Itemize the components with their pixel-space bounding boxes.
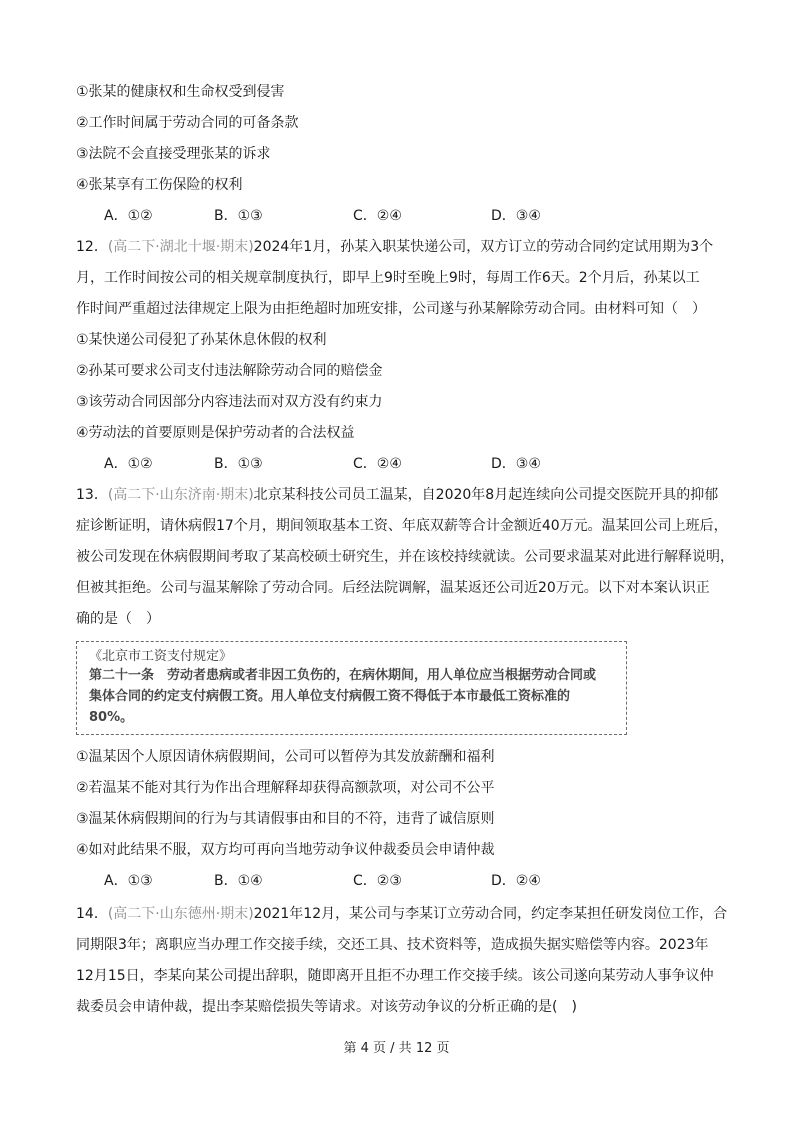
quote-box-line-3: 80%。 bbox=[89, 710, 134, 725]
q13-option-b: B．①④ bbox=[214, 873, 263, 889]
q11-statement-1: ①张某的健康权和生命权受到侵害 bbox=[76, 84, 285, 100]
q13-stem-line-4: 但被其拒绝。公司与温某解除了劳动合同。后经法院调解，温某返还公司近20万元。以下对本案认识正 bbox=[76, 580, 710, 596]
page-footer: 第 4 页 / 共 12 页 bbox=[343, 1041, 450, 1056]
q13-option-c: C．②③ bbox=[353, 873, 402, 889]
q12-stem-line-2: 月，工作时间按公司的相关规章制度执行，即早上9时至晚上9时，每周工作6天。2个月后，孙某以工 bbox=[76, 270, 700, 286]
q12-statement-2: ②孙某可要求公司支付违法解除劳动合同的赔偿金 bbox=[76, 363, 383, 379]
q14-stem-line-3: 12月15日，李某向某公司提出辞职，随即离开且拒不办理工作交接手续。该公司遂向某劳动人事争议仲 bbox=[76, 968, 714, 984]
q14-number: 14． bbox=[76, 906, 108, 922]
q12-source: (高二下·湖北十堰·期末) bbox=[107, 239, 254, 255]
q12-number: 12． bbox=[76, 239, 108, 255]
q12-stem-line-3: 作时间严重超过法律规定上限为由拒绝超时加班安排，公司遂与孙某解除劳动合同。由材料可知（ ） bbox=[76, 301, 706, 317]
q14-stem-line-2: 同期限3年；离职应当办理工作交接手续，交还工具、技术资料等，造成损失据实赔偿等内容。2023年 bbox=[76, 937, 709, 953]
q13-stem-line-5: 确的是（ ） bbox=[76, 611, 160, 627]
q13-stem-line-2: 症诊断证明，请休病假17个月，期间领取基本工资、年底双薪等合计金额近40万元。温某回公司上班后， bbox=[76, 518, 728, 534]
q13-number: 13． bbox=[76, 487, 108, 503]
q13-statement-2: ②若温某不能对其行为作出合理解释却获得高额款项，对公司不公平 bbox=[76, 780, 495, 796]
quote-box-title: 《北京市工资支付规定》 bbox=[89, 649, 233, 664]
q13-option-d: D．②④ bbox=[491, 873, 541, 889]
q12-option-a: A．①② bbox=[104, 456, 153, 472]
q12-statement-1: ①某快递公司侵犯了孙某休息休假的权利 bbox=[76, 332, 327, 348]
q11-statement-4: ④张某享有工伤保险的权利 bbox=[76, 177, 243, 193]
quote-box-line-2: 集体合同的约定支付病假工资。用人单位支付病假工资不得低于本市最低工资标准的 bbox=[89, 689, 571, 704]
q11-option-b: B．①③ bbox=[214, 208, 263, 224]
q14-text-1: 2021年12月，某公司与李某订立劳动合同，约定李某担任研发岗位工作，合 bbox=[253, 906, 728, 922]
q13-stem-line-1 bbox=[76, 485, 718, 505]
q13-option-a: A．①③ bbox=[104, 873, 153, 889]
q12-statement-4: ④劳动法的首要原则是保护劳动者的合法权益 bbox=[76, 425, 355, 441]
q12-statement-3: ③该劳动合同因部分内容违法而对双方没有约束力 bbox=[76, 394, 383, 410]
q11-option-a: A．①② bbox=[104, 208, 153, 224]
q13-stem-line-3: 被公司发现在休病假期间考取了某高校硕士研究生，并在该校持续就读。公司要求温某对此进行解释说明， bbox=[76, 549, 734, 565]
q14-source: (高二下·山东德州·期末) bbox=[107, 906, 254, 922]
quote-box bbox=[76, 641, 627, 735]
quote-box-line-1: 第二十一条 劳动者患病或者非因工负伤的，在病休期间，用人单位应当根据劳动合同或 bbox=[89, 668, 597, 683]
q12-option-c: C．②④ bbox=[353, 456, 402, 472]
q12-option-b: B．①③ bbox=[214, 456, 263, 472]
q12-option-d: D．③④ bbox=[491, 456, 541, 472]
q11-option-d: D．③④ bbox=[491, 208, 541, 224]
q13-text-1: 北京某科技公司员工温某，自2020年8月起连续向公司提交医院开具的抑郁 bbox=[253, 487, 719, 503]
q13-statement-1: ①温某因个人原因请休病假期间，公司可以暂停为其发放薪酬和福利 bbox=[76, 749, 495, 765]
q14-stem-line-4: 裁委员会申请仲裁，提出李某赔偿损失等请求。对该劳动争议的分析正确的是( ) bbox=[76, 999, 577, 1015]
q11-statement-2: ②工作时间属于劳动合同的可备条款 bbox=[76, 115, 299, 131]
q12-text-1: 2024年1月，孙某入职某快递公司，双方订立的劳动合同约定试用期为3个 bbox=[253, 239, 714, 255]
q13-statement-4: ④如对此结果不服，双方均可再向当地劳动争议仲裁委员会申请仲裁 bbox=[76, 842, 495, 858]
q11-option-c: C．②④ bbox=[353, 208, 402, 224]
q11-statement-3: ③法院不会直接受理张某的诉求 bbox=[76, 146, 271, 162]
q13-statement-3: ③温某休病假期间的行为与其请假事由和目的不符，违背了诚信原则 bbox=[76, 811, 495, 827]
q13-source: (高二下·山东济南·期末) bbox=[107, 487, 254, 503]
q14-stem-line-1 bbox=[76, 904, 727, 924]
q12-stem-line-1 bbox=[76, 237, 713, 257]
